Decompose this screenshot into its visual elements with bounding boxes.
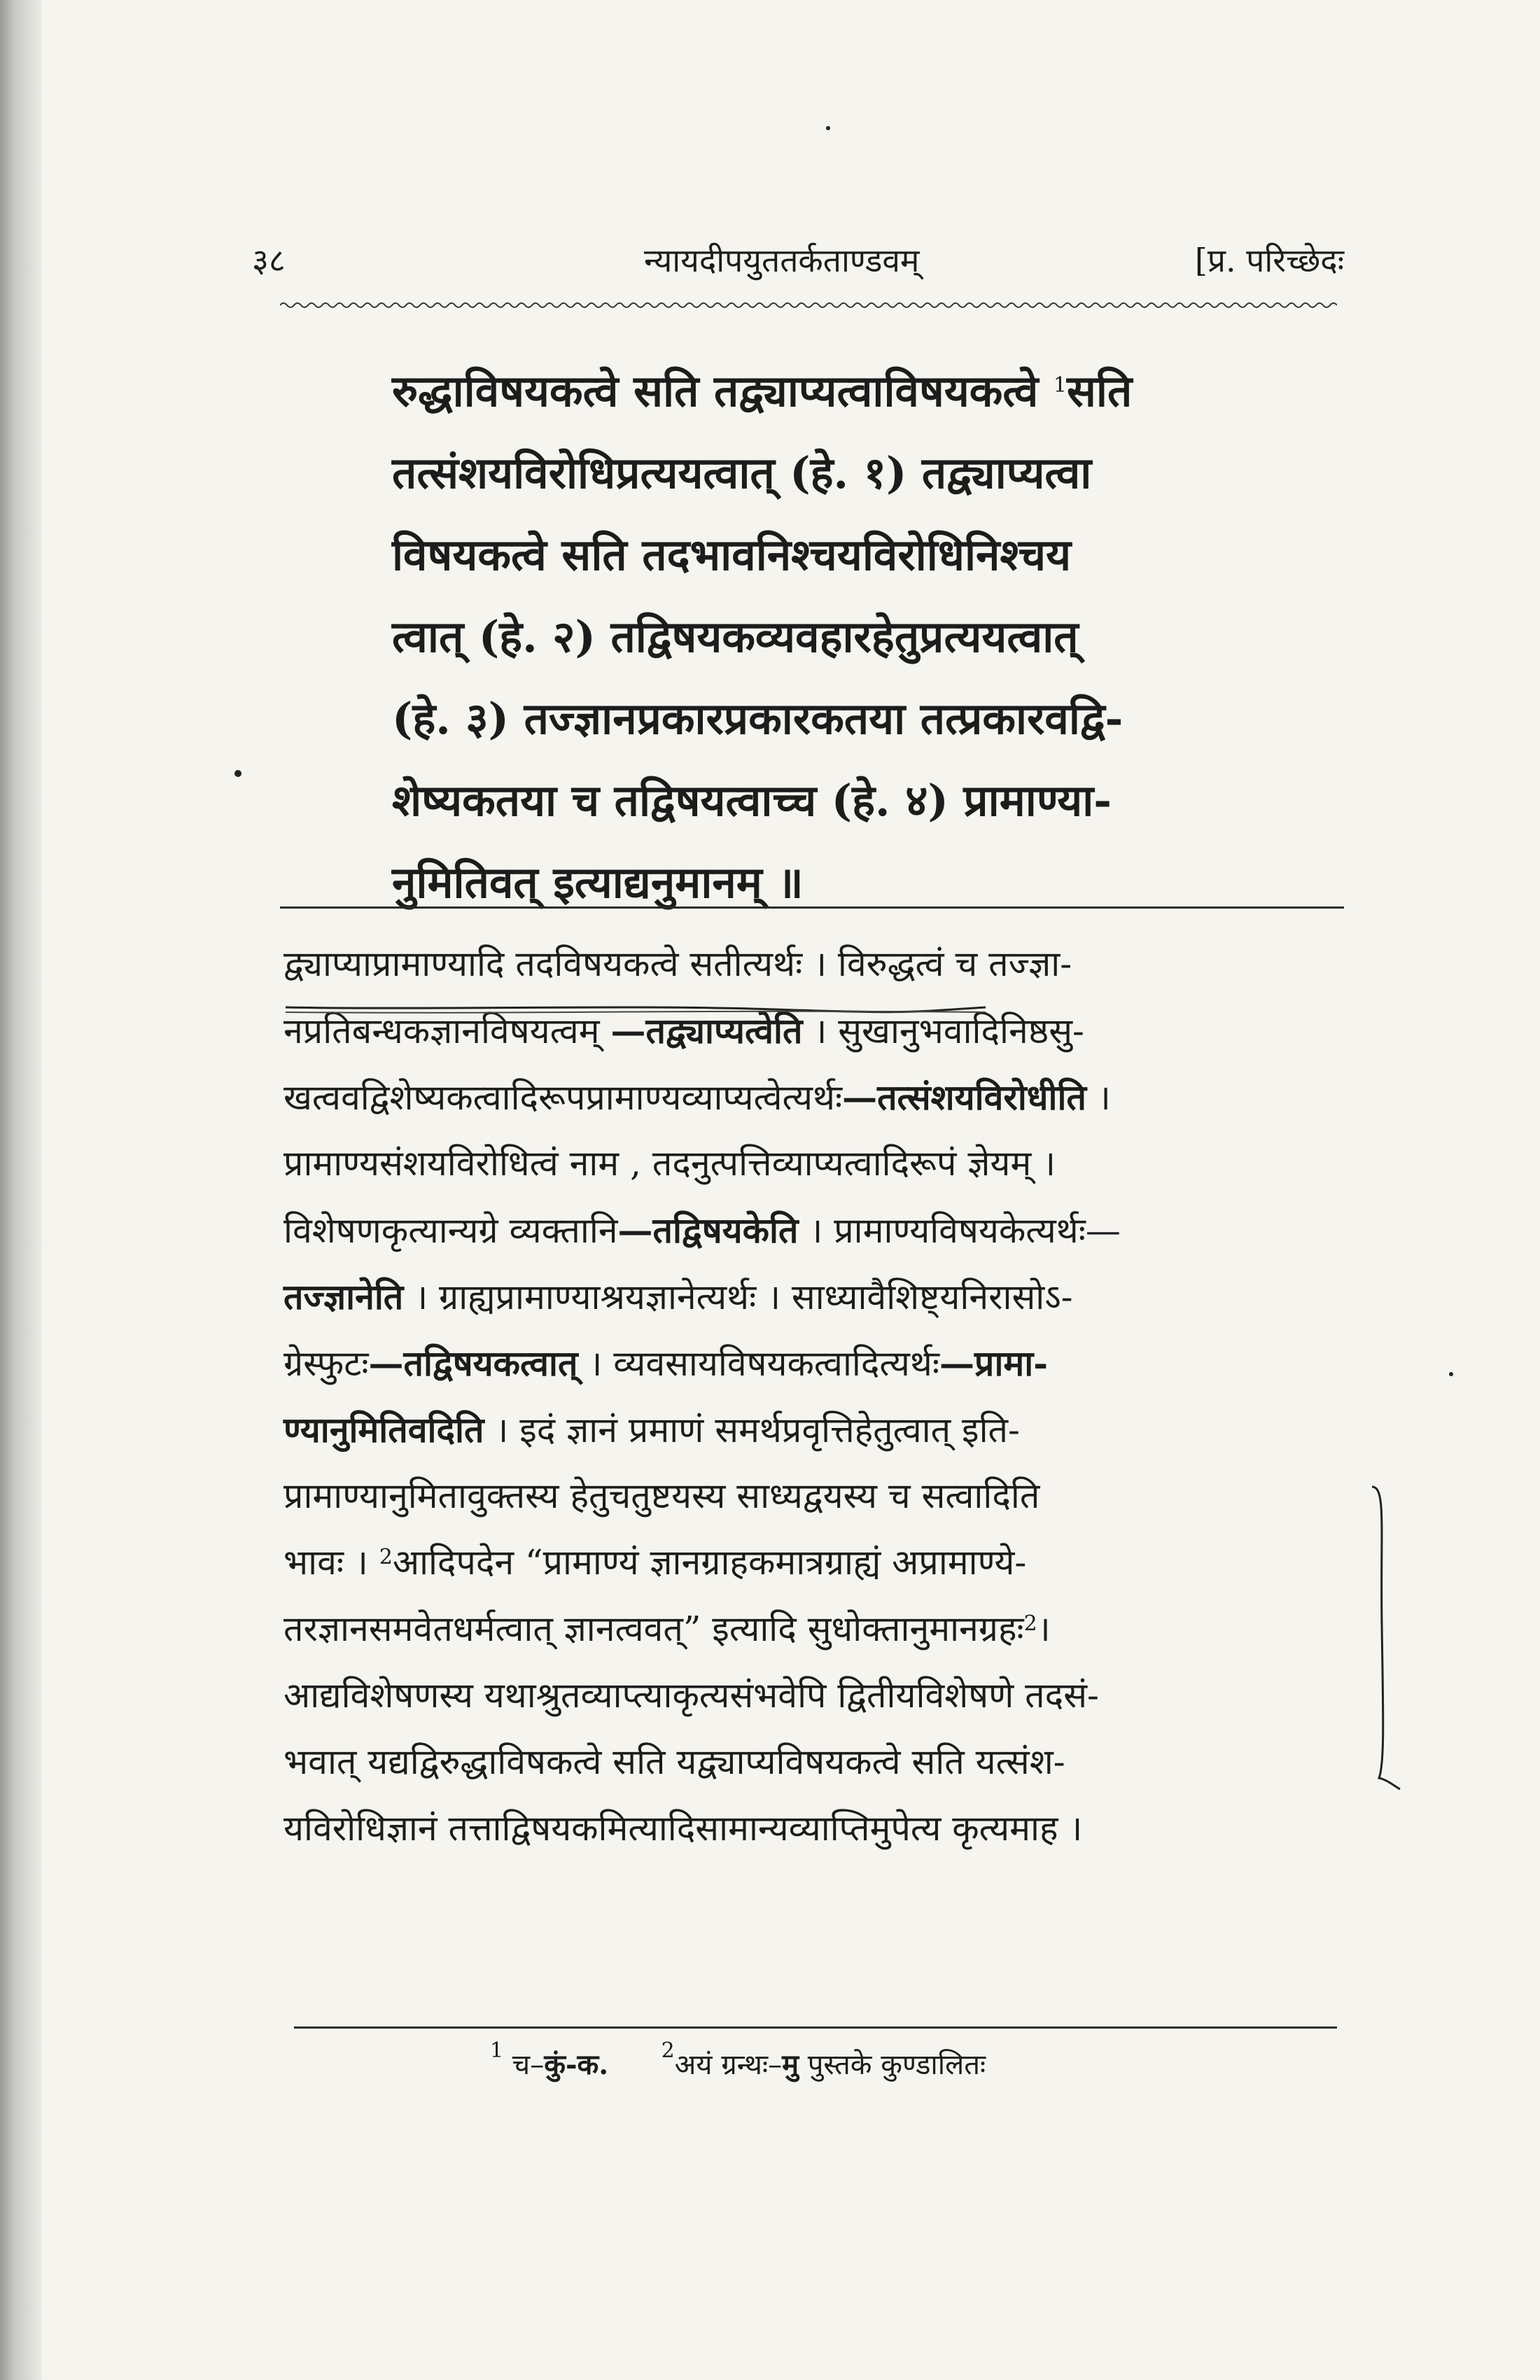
commentary-line [284, 1130, 1362, 1197]
handwritten-margin-bracket [1365, 1484, 1414, 1792]
commentary-text: आदिपदेन “प्रामाण्यं ज्ञानग्राहकमात्रग्राह्यं अप्रामाण्ये- [392, 1542, 1027, 1583]
commentary-text: । [1086, 1077, 1111, 1118]
mula-line-tail: सति [1067, 365, 1133, 416]
binding-shadow [0, 0, 42, 2380]
pratika-lemma: —तद्व्याप्यत्वेति [610, 1010, 803, 1051]
commentary-text: ग्रेस्फुटः [284, 1343, 369, 1384]
mula-line: विषयकत्वे सति तदभावनिश्चयविरोधिनिश्चय [392, 529, 1072, 580]
footnote-ref: 2 [1023, 1611, 1037, 1636]
mula-line [392, 350, 1260, 432]
commentary-text: । ग्राह्यप्रामाण्याश्रयज्ञानेत्यर्थः । साध्यावैशिष्ट्यनिरासोऽ- [403, 1277, 1073, 1317]
commentary-line [284, 1530, 1362, 1596]
footnote-mark: 1 [490, 2038, 504, 2063]
commentary-line [284, 1330, 1362, 1396]
pratika-lemma: —तद्विषयकेति [617, 1210, 799, 1251]
footnote-text: अयं ग्रन्थः– [674, 2049, 783, 2081]
commentary-text: । सुखानुभवादिनिष्ठसु- [802, 1011, 1084, 1051]
commentary-text: आद्यविशेषणस्य यथाश्रुतव्याप्त्याकृत्यसंभवेपि द्वितीयविशेषणे तदसं- [284, 1675, 1099, 1716]
mula-line: तत्संशयविरोधिप्रत्ययत्वात् (हे. १) तद्व्याप्यत्वा [392, 447, 1092, 498]
commentary-line [284, 1064, 1362, 1130]
pratika-lemma: —तत्संशयविरोधीति [842, 1077, 1086, 1118]
pratika-lemma: —तद्विषयकत्वात् [368, 1343, 578, 1384]
commentary-text: भवात् यद्यद्विरुद्धाविषकत्वे सति यद्व्याप्यविषयकत्वे सति यत्संश- [284, 1742, 1065, 1782]
commentary-line [284, 1729, 1362, 1795]
footnote-text: च– [503, 2049, 545, 2081]
page-header [252, 238, 1344, 294]
commentary-text: । इदं ज्ञानं प्रमाणं समर्थप्रवृत्तिहेतुत्वात् इति- [484, 1410, 1020, 1450]
footnote-text: पुस्तके कुण्डालितः [799, 2049, 986, 2081]
commentary-text: यविरोधिज्ञानं तत्ताद्विषयकमित्यादिसामान्यव्याप्तिमुपेत्य कृत्यमाह । [284, 1808, 1083, 1849]
handwritten-underline [286, 1003, 986, 1017]
commentary-line [284, 1396, 1362, 1463]
commentary-line [284, 1197, 1362, 1264]
footnote-rule [294, 2026, 1337, 2029]
commentary-text: द्व्याप्याप्रामाण्यादि तदविषयकत्वे सतीत्यर्थः । विरुद्धत्वं च तज्ज्ञा- [284, 944, 1072, 984]
commentary-text: भावः । [284, 1542, 379, 1583]
pratika-lemma: —प्रामा- [939, 1343, 1049, 1384]
speck [826, 126, 830, 130]
commentary-top-rule [280, 906, 1344, 909]
commentary-text: विशेषणकृत्यान्यग्रे व्यक्तानि [284, 1210, 618, 1251]
commentary-block [284, 931, 1362, 1862]
pratika-lemma: तज्ज्ञानेति [284, 1276, 404, 1317]
commentary-text: । [1037, 1609, 1051, 1649]
footnote-ref: 1 [1053, 373, 1068, 398]
footnotes [490, 2038, 1330, 2082]
commentary-text: खत्ववद्विशेष्यकत्वादिरूपप्रामाण्यव्याप्यत्वेत्यर्थः [284, 1077, 843, 1118]
pratika-lemma: ण्यानुमितिवदिति [284, 1409, 484, 1450]
commentary-line [284, 1463, 1362, 1530]
section-marker: [प्र. परिच्छेदः [1194, 241, 1344, 279]
wavy-header-rule [280, 300, 1337, 311]
commentary-text: प्रामाण्यानुमितावुक्तस्य हेतुचतुष्टयस्य साध्यद्वयस्य च सत्वादिति [284, 1476, 1040, 1516]
page-number: ३८ [252, 241, 286, 279]
speck [1449, 1372, 1453, 1376]
mula-line: (हे. ३) तज्ज्ञानप्रकारप्रकारकतया तत्प्रकारवद्वि- [392, 693, 1124, 744]
footnote-siglum: मु [782, 2048, 799, 2081]
commentary-line [284, 931, 1362, 997]
commentary-line [284, 1264, 1362, 1330]
mula-line: शेष्यकतया च तद्विषयत्वाच्च (हे. ४) प्रामाण्या- [392, 775, 1112, 826]
mula-line: त्वात् (हे. २) तद्विषयकव्यवहारहेतुप्रत्ययत्वात् [392, 611, 1079, 662]
commentary-line [284, 1662, 1362, 1729]
commentary-text: । व्यवसायविषयकत्वादित्यर्थः [578, 1343, 939, 1384]
commentary-text: । प्रामाण्यविषयकेत्यर्थः— [798, 1210, 1121, 1251]
commentary-text: नप्रतिबन्धकज्ञानविषयत्वम् [284, 1011, 611, 1051]
footnote-siglum: कुं-क. [544, 2048, 609, 2081]
running-title: न्यायदीपयुततर्कताण्डवम् [644, 241, 920, 279]
footnote-ref: 2 [379, 1545, 393, 1569]
speck [234, 770, 241, 777]
commentary-text: तरज्ञानसमवेतधर्मत्वात् ज्ञानत्ववत्” इत्यादि सुधोक्तानुमानग्रहः [284, 1609, 1024, 1649]
mula-text-block [392, 350, 1260, 923]
mula-line: नुमितिवत् इत्याद्यनुमानम् ॥ [392, 857, 804, 908]
commentary-line [284, 1795, 1362, 1862]
mula-line-text: रुद्धाविषयकत्वे सति तद्व्याप्यत्वाविषयकत्वे [392, 365, 1054, 416]
footnote-mark: 2 [661, 2038, 675, 2063]
commentary-line [284, 1596, 1362, 1662]
commentary-text: प्रामाण्यसंशयविरोधित्वं नाम , तदनुत्पत्तिव्याप्यत्वादिरूपं ज्ञेयम् । [284, 1143, 1056, 1184]
